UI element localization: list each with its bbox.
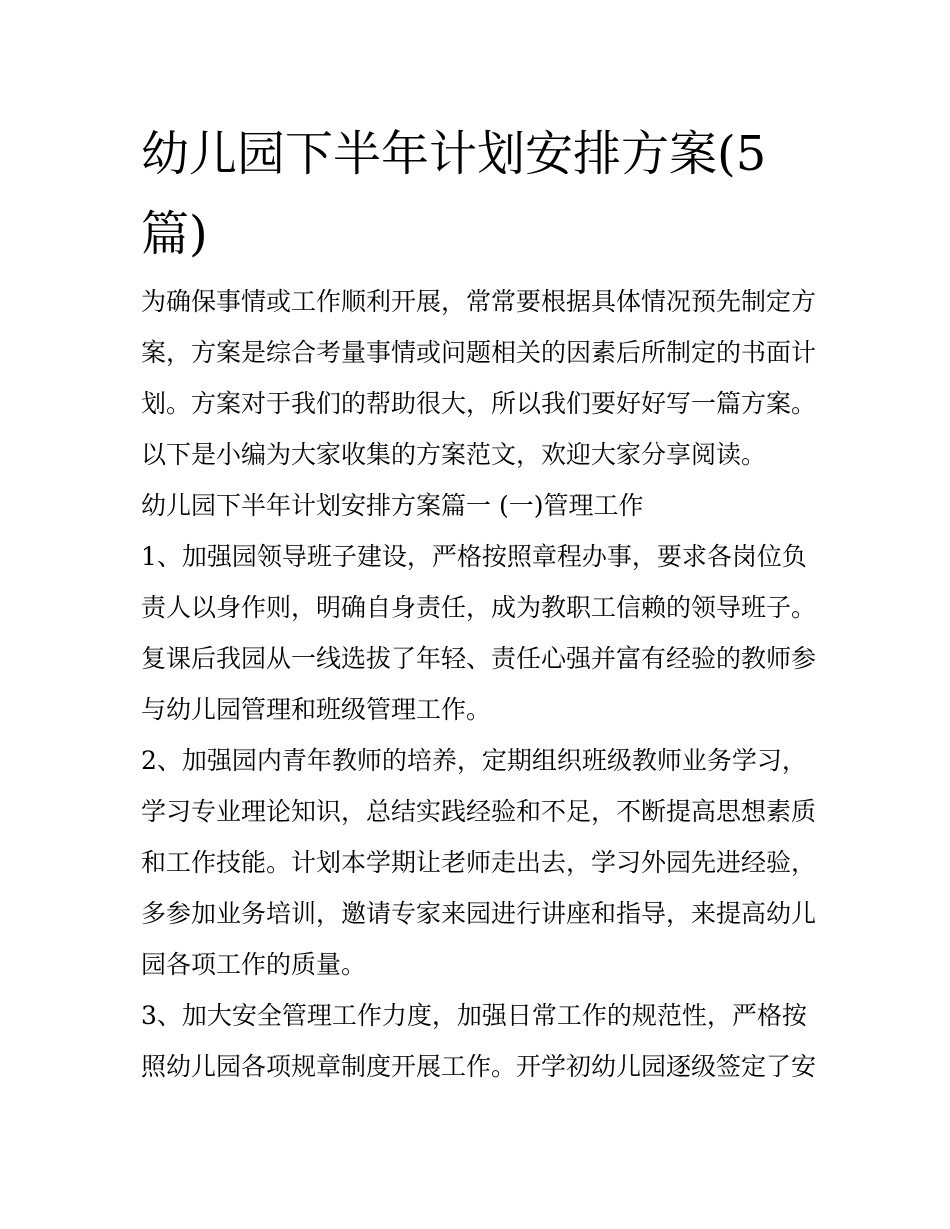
- intro-line: 为确保事情或工作顺利开展，常常要根据具体情况预先制定方: [141, 287, 817, 316]
- intro-line: 案，方案是综合考量事情或问题相关的因素后所制定的书面计: [141, 338, 817, 367]
- title-line: 篇): [141, 206, 208, 262]
- item-3-line: 照幼儿园各项规章制度开展工作。开学初幼儿园逐级签定了安: [141, 1052, 817, 1081]
- item-3-line: 3、加大安全管理工作力度，加强日常工作的规范性，严格按: [141, 1001, 807, 1030]
- item-2-line: 多参加业务培训，邀请专家来园进行讲座和指导，来提高幼儿: [141, 899, 817, 928]
- intro-line: 以下是小编为大家收集的方案范文，欢迎大家分享阅读。: [141, 440, 767, 469]
- item-2-line: 和工作技能。计划本学期让老师走出去，学习外园先进经验，: [141, 848, 817, 877]
- section-heading: [141, 480, 831, 531]
- item-1-line: 与幼儿园管理和班级管理工作。: [141, 695, 492, 724]
- document-title: [141, 114, 821, 274]
- item-3-paragraph: [141, 990, 831, 1092]
- intro-line: 划。方案对于我们的帮助很大，所以我们要好好写一篇方案。: [141, 389, 817, 418]
- title-line: 幼儿园下半年计划安排方案(5: [141, 126, 767, 182]
- item-1-line: 1、加强园领导班子建设，严格按照章程办事，要求各岗位负: [141, 542, 807, 571]
- item-2-line: 2、加强园内青年教师的培养，定期组织班级教师业务学习，: [141, 746, 807, 775]
- intro-paragraph: [141, 276, 831, 480]
- item-2-line: 学习专业理论知识，总结实践经验和不足，不断提高思想素质: [141, 797, 817, 826]
- item-1-line: 责人以身作则，明确自身责任，成为教职工信赖的领导班子。: [141, 593, 817, 622]
- item-1-paragraph: [141, 531, 831, 735]
- item-2-paragraph: [141, 735, 831, 990]
- item-2-line: 园各项工作的质量。: [141, 950, 367, 979]
- item-1-line: 复课后我园从一线选拔了年轻、责任心强并富有经验的教师参: [141, 644, 817, 673]
- section-heading-text: 幼儿园下半年计划安排方案篇一 (一)管理工作: [141, 491, 644, 520]
